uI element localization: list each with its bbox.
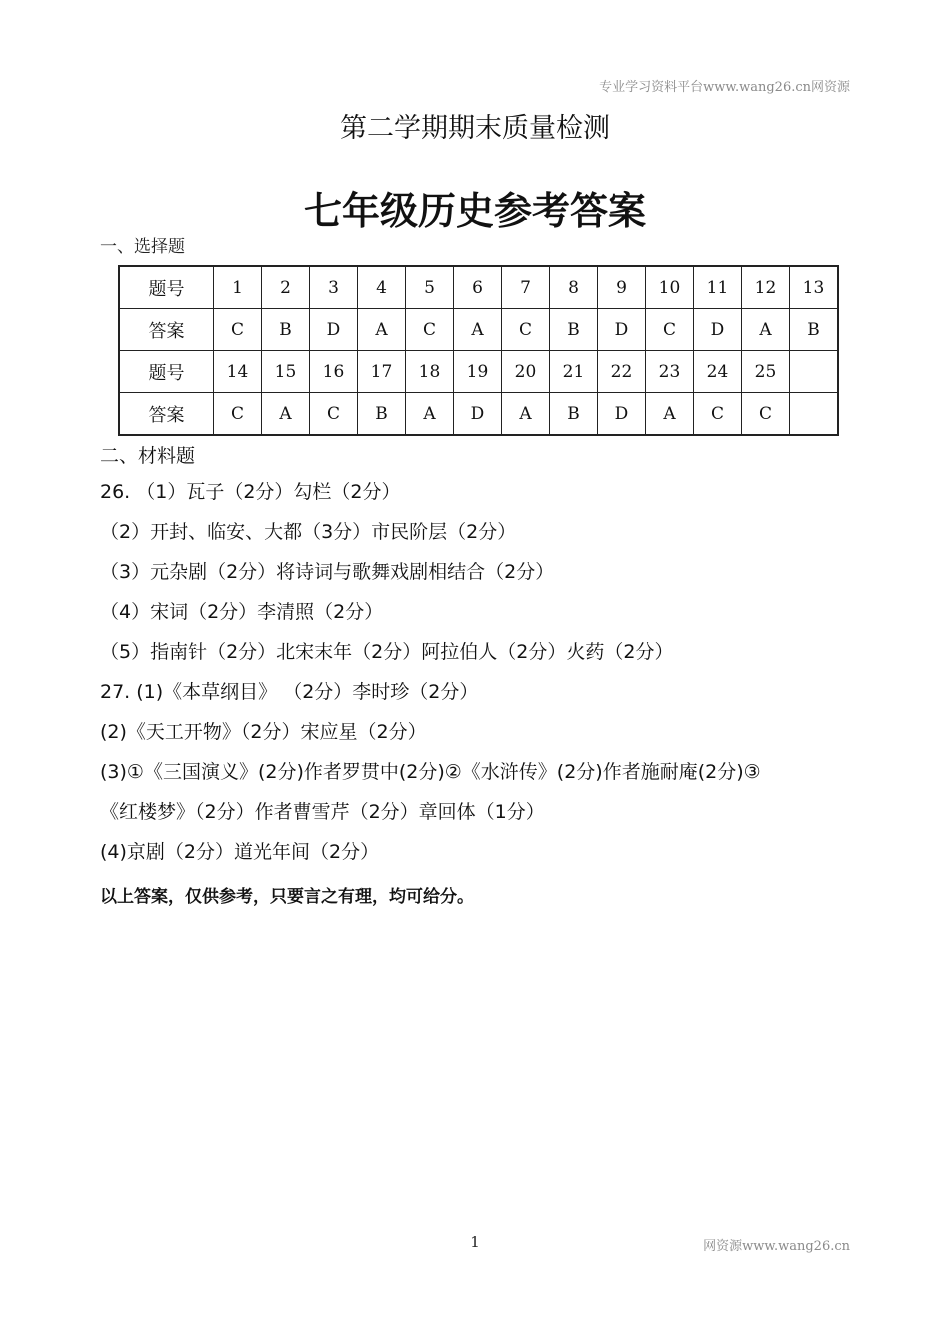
table-cell: 9 [598, 266, 646, 309]
table-cell: B [790, 309, 839, 351]
table-cell: C [406, 309, 454, 351]
page-number: 1 [470, 1233, 480, 1251]
answer-line: (2)《天工开物》（2分）宋应星（2分） [100, 721, 427, 743]
answer-table [118, 265, 839, 436]
table-cell: 11 [694, 266, 742, 309]
table-cell: 1 [214, 266, 262, 309]
answer-line: 《红楼梦》（2分）作者曹雪芹（2分）章回体（1分） [100, 801, 545, 823]
table-cell: B [550, 309, 598, 351]
table-row [119, 393, 838, 436]
table-cell: A [454, 309, 502, 351]
table-cell: A [742, 309, 790, 351]
table-cell: D [454, 393, 502, 436]
table-cell: 2 [262, 266, 310, 309]
table-cell: 20 [502, 351, 550, 393]
table-cell: C [214, 393, 262, 436]
table-cell: 7 [502, 266, 550, 309]
table-cell: A [358, 309, 406, 351]
table-cell: C [214, 309, 262, 351]
table-cell: A [406, 393, 454, 436]
table-cell: D [598, 309, 646, 351]
document-subtitle: 第二学期期末质量检测 [340, 113, 610, 144]
table-cell: 4 [358, 266, 406, 309]
table-cell: 8 [550, 266, 598, 309]
table-cell: 18 [406, 351, 454, 393]
table-cell: C [694, 393, 742, 436]
answer-line: 27. (1)《本草纲目》 （2分）李时珍（2分） [100, 681, 479, 703]
table-row [119, 266, 838, 309]
table-cell: A [262, 393, 310, 436]
grading-note: 以上答案，仅供参考，只要言之有理，均可给分。 [100, 887, 474, 907]
table-cell: C [502, 309, 550, 351]
table-cell: B [262, 309, 310, 351]
document-title: 七年级历史参考答案 [303, 188, 646, 233]
answer-line: (3)①《三国演义》(2分)作者罗贯中(2分)②《水浒传》(2分)作者施耐庵(2分)③ [100, 761, 761, 783]
table-cell: 14 [214, 351, 262, 393]
table-cell: 12 [742, 266, 790, 309]
table-cell: 24 [694, 351, 742, 393]
section-heading-material: 二、材料题 [100, 445, 196, 467]
header-watermark: 专业学习资料平台www.wang26.cn网资源 [599, 80, 850, 95]
table-cell: C [742, 393, 790, 436]
table-cell: 21 [550, 351, 598, 393]
table-cell: A [646, 393, 694, 436]
table-cell: 13 [790, 266, 839, 309]
table-cell: 16 [310, 351, 358, 393]
table-row-header: 题号 [119, 266, 214, 309]
table-cell: 23 [646, 351, 694, 393]
table-cell: 17 [358, 351, 406, 393]
table-cell [790, 393, 839, 436]
answer-line: （4）宋词（2分）李清照（2分） [100, 601, 384, 623]
answer-line: （2）开封、临安、大都（3分）市民阶层（2分） [100, 521, 517, 543]
table-row [119, 351, 838, 393]
table-row-header: 答案 [119, 309, 214, 351]
table-cell: B [550, 393, 598, 436]
table-cell: C [646, 309, 694, 351]
table-cell: 25 [742, 351, 790, 393]
table-cell: 22 [598, 351, 646, 393]
section-heading-choice: 一、选择题 [100, 237, 185, 257]
table-row-header: 题号 [119, 351, 214, 393]
table-cell: 15 [262, 351, 310, 393]
table-row [119, 309, 838, 351]
table-cell: A [502, 393, 550, 436]
answer-line: （5）指南针（2分）北宋末年（2分）阿拉伯人（2分）火药（2分） [100, 641, 674, 663]
table-cell: D [598, 393, 646, 436]
answer-line: 26. （1）瓦子（2分）勾栏（2分） [100, 481, 401, 503]
table-cell: 10 [646, 266, 694, 309]
answer-line: (4)京剧（2分）道光年间（2分） [100, 841, 380, 863]
table-cell: C [310, 393, 358, 436]
table-row-header: 答案 [119, 393, 214, 436]
table-cell: D [694, 309, 742, 351]
footer-watermark: 网资源www.wang26.cn [703, 1239, 850, 1254]
table-cell: D [310, 309, 358, 351]
material-answers [100, 478, 860, 878]
table-cell: B [358, 393, 406, 436]
table-cell: 19 [454, 351, 502, 393]
table-cell: 3 [310, 266, 358, 309]
table-cell: 6 [454, 266, 502, 309]
table-cell: 5 [406, 266, 454, 309]
table-cell [790, 351, 839, 393]
answer-line: （3）元杂剧（2分）将诗词与歌舞戏剧相结合（2分） [100, 561, 555, 583]
